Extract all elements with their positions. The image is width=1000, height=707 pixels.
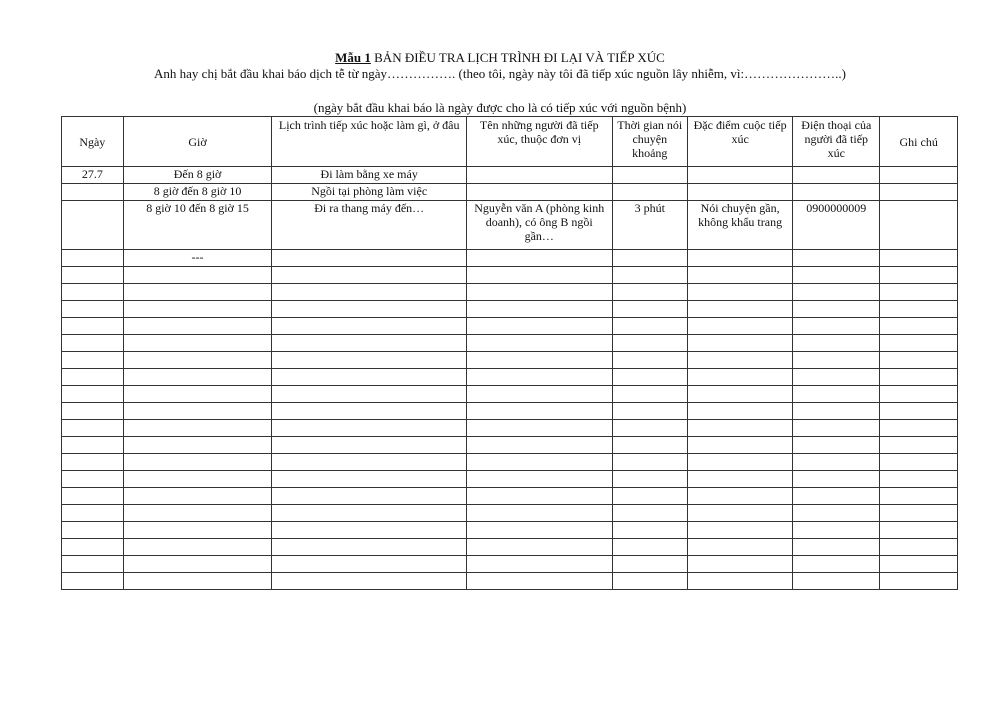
table-row-blank (62, 420, 958, 437)
cell-contact-features[interactable] (688, 250, 793, 267)
cell-contact-names[interactable] (466, 488, 612, 505)
cell-schedule[interactable] (272, 420, 467, 437)
cell-date[interactable] (62, 454, 124, 471)
cell-date[interactable] (62, 250, 124, 267)
cell-schedule[interactable]: Ngồi tại phòng làm việc (272, 184, 467, 201)
cell-notes[interactable] (880, 454, 958, 471)
cell-duration[interactable] (612, 184, 687, 201)
column-header-schedule: Lịch trình tiếp xúc hoặc làm gì, ở đâu (272, 117, 467, 167)
table-row-blank (62, 488, 958, 505)
cell-notes[interactable] (880, 301, 958, 318)
cell-contact-names[interactable] (466, 301, 612, 318)
cell-phone[interactable] (793, 267, 880, 284)
cell-duration[interactable]: 3 phút (612, 201, 687, 250)
cell-contact-names[interactable] (466, 318, 612, 335)
cell-phone[interactable] (793, 505, 880, 522)
cell-contact-features[interactable] (688, 403, 793, 420)
cell-contact-features[interactable] (688, 267, 793, 284)
contact-schedule-table (61, 116, 958, 590)
cell-time[interactable] (123, 352, 272, 369)
cell-notes[interactable] (880, 184, 958, 201)
cell-schedule[interactable] (272, 369, 467, 386)
cell-date[interactable] (62, 335, 124, 352)
table-row-blank (62, 335, 958, 352)
cell-time[interactable] (123, 386, 272, 403)
cell-contact-names[interactable] (466, 556, 612, 573)
cell-time[interactable] (123, 301, 272, 318)
cell-date[interactable] (62, 267, 124, 284)
cell-duration[interactable] (612, 539, 687, 556)
cell-phone[interactable] (793, 301, 880, 318)
cell-date[interactable]: 27.7 (62, 167, 124, 184)
cell-schedule[interactable] (272, 335, 467, 352)
cell-contact-names[interactable] (466, 386, 612, 403)
cell-schedule[interactable] (272, 284, 467, 301)
cell-contact-names[interactable] (466, 573, 612, 590)
cell-schedule[interactable] (272, 488, 467, 505)
cell-duration[interactable] (612, 250, 687, 267)
table-row (62, 250, 958, 267)
cell-notes[interactable] (880, 505, 958, 522)
cell-time[interactable] (123, 369, 272, 386)
cell-date[interactable] (62, 522, 124, 539)
cell-schedule[interactable] (272, 471, 467, 488)
cell-contact-names[interactable] (466, 167, 612, 184)
cell-contact-features[interactable] (688, 301, 793, 318)
cell-duration[interactable] (612, 522, 687, 539)
cell-duration[interactable] (612, 167, 687, 184)
cell-time[interactable] (123, 488, 272, 505)
cell-schedule[interactable] (272, 539, 467, 556)
table-row (62, 184, 958, 201)
table-row-blank (62, 471, 958, 488)
column-header-duration: Thời gian nói chuyện khoảng (612, 117, 687, 167)
cell-contact-names[interactable] (466, 471, 612, 488)
cell-schedule[interactable]: Đi ra thang máy đến… (272, 201, 467, 250)
cell-schedule[interactable] (272, 522, 467, 539)
cell-time[interactable] (123, 573, 272, 590)
cell-time[interactable] (123, 539, 272, 556)
cell-duration[interactable] (612, 386, 687, 403)
cell-phone[interactable] (793, 420, 880, 437)
cell-contact-names[interactable]: Nguyễn văn A (phòng kinh doanh), có ông B ngồi gần… (466, 201, 612, 250)
cell-contact-names[interactable] (466, 335, 612, 352)
cell-date[interactable] (62, 201, 124, 250)
cell-schedule[interactable] (272, 352, 467, 369)
table-row-blank (62, 556, 958, 573)
cell-duration[interactable] (612, 471, 687, 488)
cell-contact-features[interactable] (688, 471, 793, 488)
cell-phone[interactable] (793, 471, 880, 488)
table-row-blank (62, 301, 958, 318)
cell-phone[interactable] (793, 454, 880, 471)
cell-date[interactable] (62, 505, 124, 522)
table-row-blank (62, 267, 958, 284)
cell-contact-features[interactable] (688, 386, 793, 403)
cell-duration[interactable] (612, 352, 687, 369)
cell-contact-features[interactable] (688, 437, 793, 454)
column-header-contact-features: Đặc điểm cuộc tiếp xúc (688, 117, 793, 167)
table-header-row (62, 117, 958, 167)
cell-notes[interactable] (880, 335, 958, 352)
cell-contact-features[interactable] (688, 454, 793, 471)
cell-notes[interactable] (880, 250, 958, 267)
cell-schedule[interactable] (272, 301, 467, 318)
cell-contact-names[interactable] (466, 184, 612, 201)
form-heading: BẢN ĐIỀU TRA LỊCH TRÌNH ĐI LẠI VÀ TIẾP XÚC (374, 50, 665, 65)
cell-contact-features[interactable] (688, 573, 793, 590)
cell-phone[interactable] (793, 488, 880, 505)
cell-contact-features[interactable] (688, 284, 793, 301)
cell-contact-names[interactable] (466, 454, 612, 471)
cell-phone[interactable] (793, 250, 880, 267)
table-row-blank (62, 369, 958, 386)
table-row-blank (62, 437, 958, 454)
cell-schedule[interactable] (272, 556, 467, 573)
cell-phone[interactable] (793, 184, 880, 201)
cell-phone[interactable] (793, 539, 880, 556)
cell-time[interactable] (123, 454, 272, 471)
cell-duration[interactable] (612, 437, 687, 454)
cell-notes[interactable] (880, 488, 958, 505)
cell-notes[interactable] (880, 471, 958, 488)
cell-contact-features[interactable] (688, 556, 793, 573)
table-row (62, 201, 958, 250)
cell-date[interactable] (62, 301, 124, 318)
cell-phone[interactable] (793, 403, 880, 420)
cell-date[interactable] (62, 352, 124, 369)
cell-contact-names[interactable] (466, 267, 612, 284)
cell-notes[interactable] (880, 522, 958, 539)
cell-contact-names[interactable] (466, 284, 612, 301)
cell-schedule[interactable] (272, 250, 467, 267)
cell-time[interactable]: --- (123, 250, 272, 267)
cell-date[interactable] (62, 284, 124, 301)
table-row-blank (62, 454, 958, 471)
cell-phone[interactable] (793, 556, 880, 573)
form-number: Mẫu 1 (335, 50, 371, 65)
cell-contact-features[interactable] (688, 539, 793, 556)
cell-phone[interactable] (793, 573, 880, 590)
cell-date[interactable] (62, 318, 124, 335)
cell-date[interactable] (62, 471, 124, 488)
cell-schedule[interactable]: Đi làm bằng xe máy (272, 167, 467, 184)
cell-notes[interactable] (880, 437, 958, 454)
cell-duration[interactable] (612, 318, 687, 335)
cell-phone[interactable] (793, 284, 880, 301)
cell-notes[interactable] (880, 539, 958, 556)
cell-contact-names[interactable] (466, 505, 612, 522)
cell-schedule[interactable] (272, 505, 467, 522)
cell-time[interactable] (123, 505, 272, 522)
declaration-start-line: Anh hay chị bắt đầu khai báo dịch tễ từ ngày……………. (theo tôi, ngày này tôi đã tiếp xúc nguồn lây nhiễm, vì:…………………..) (154, 66, 846, 81)
cell-notes[interactable] (880, 369, 958, 386)
cell-duration[interactable] (612, 369, 687, 386)
table-row-blank (62, 539, 958, 556)
cell-date[interactable] (62, 556, 124, 573)
declaration-note: (ngày bắt đầu khai báo là ngày được cho là có tiếp xúc với nguồn bệnh) (313, 100, 687, 115)
cell-phone[interactable]: 0900000009 (793, 201, 880, 250)
cell-duration[interactable] (612, 556, 687, 573)
cell-schedule[interactable] (272, 403, 467, 420)
cell-schedule[interactable] (272, 386, 467, 403)
table-row (62, 167, 958, 184)
cell-contact-features[interactable] (688, 505, 793, 522)
cell-date[interactable] (62, 386, 124, 403)
table-row-blank (62, 522, 958, 539)
cell-date[interactable] (62, 420, 124, 437)
cell-duration[interactable] (612, 454, 687, 471)
cell-date[interactable] (62, 184, 124, 201)
cell-time[interactable]: Đến 8 giờ (123, 167, 272, 184)
cell-notes[interactable] (880, 167, 958, 184)
cell-duration[interactable] (612, 505, 687, 522)
cell-time[interactable] (123, 403, 272, 420)
cell-date[interactable] (62, 573, 124, 590)
cell-notes[interactable] (880, 420, 958, 437)
cell-schedule[interactable] (272, 573, 467, 590)
cell-time[interactable] (123, 267, 272, 284)
column-header-phone: Điện thoại của người đã tiếp xúc (793, 117, 880, 167)
cell-contact-names[interactable] (466, 420, 612, 437)
cell-phone[interactable] (793, 437, 880, 454)
cell-contact-names[interactable] (466, 403, 612, 420)
column-header-contact-names: Tên những người đã tiếp xúc, thuộc đơn vị (466, 117, 612, 167)
cell-time[interactable]: 8 giờ 10 đến 8 giờ 15 (123, 201, 272, 250)
cell-contact-features[interactable] (688, 335, 793, 352)
cell-contact-names[interactable] (466, 352, 612, 369)
cell-time[interactable] (123, 284, 272, 301)
cell-contact-features[interactable] (688, 420, 793, 437)
cell-notes[interactable] (880, 267, 958, 284)
cell-schedule[interactable] (272, 318, 467, 335)
cell-time[interactable] (123, 318, 272, 335)
cell-phone[interactable] (793, 167, 880, 184)
cell-schedule[interactable] (272, 437, 467, 454)
cell-duration[interactable] (612, 301, 687, 318)
cell-notes[interactable] (880, 284, 958, 301)
table-row-blank (62, 573, 958, 590)
cell-duration[interactable] (612, 420, 687, 437)
table-row-blank (62, 318, 958, 335)
cell-notes[interactable] (880, 556, 958, 573)
cell-date[interactable] (62, 488, 124, 505)
cell-date[interactable] (62, 369, 124, 386)
cell-contact-names[interactable] (466, 369, 612, 386)
cell-notes[interactable] (880, 352, 958, 369)
cell-date[interactable] (62, 539, 124, 556)
cell-contact-names[interactable] (466, 522, 612, 539)
cell-time[interactable] (123, 335, 272, 352)
cell-phone[interactable] (793, 318, 880, 335)
cell-duration[interactable] (612, 335, 687, 352)
cell-time[interactable] (123, 471, 272, 488)
table-row-blank (62, 386, 958, 403)
cell-time[interactable] (123, 522, 272, 539)
cell-phone[interactable] (793, 369, 880, 386)
cell-duration[interactable] (612, 267, 687, 284)
cell-time[interactable] (123, 556, 272, 573)
table-row-blank (62, 352, 958, 369)
cell-time[interactable]: 8 giờ đến 8 giờ 10 (123, 184, 272, 201)
cell-phone[interactable] (793, 335, 880, 352)
cell-schedule[interactable] (272, 454, 467, 471)
table-row-blank (62, 403, 958, 420)
form-title (0, 50, 1000, 65)
cell-date[interactable] (62, 403, 124, 420)
cell-contact-features[interactable] (688, 167, 793, 184)
cell-phone[interactable] (793, 352, 880, 369)
table-row-blank (62, 284, 958, 301)
cell-notes[interactable] (880, 403, 958, 420)
cell-duration[interactable] (612, 488, 687, 505)
cell-time[interactable] (123, 437, 272, 454)
cell-notes[interactable] (880, 573, 958, 590)
cell-contact-features[interactable] (688, 369, 793, 386)
cell-time[interactable] (123, 420, 272, 437)
cell-notes[interactable] (880, 318, 958, 335)
cell-duration[interactable] (612, 573, 687, 590)
cell-contact-names[interactable] (466, 250, 612, 267)
cell-contact-features[interactable] (688, 318, 793, 335)
table-row-blank (62, 505, 958, 522)
cell-notes[interactable] (880, 201, 958, 250)
cell-duration[interactable] (612, 403, 687, 420)
cell-contact-names[interactable] (466, 539, 612, 556)
column-header-notes: Ghi chú (880, 117, 958, 167)
column-header-date: Ngày (62, 117, 124, 167)
cell-contact-features[interactable] (688, 522, 793, 539)
cell-contact-features[interactable]: Nói chuyện gần, không khẩu trang (688, 201, 793, 250)
cell-contact-features[interactable] (688, 352, 793, 369)
cell-phone[interactable] (793, 522, 880, 539)
cell-notes[interactable] (880, 386, 958, 403)
cell-duration[interactable] (612, 284, 687, 301)
cell-date[interactable] (62, 437, 124, 454)
cell-contact-features[interactable] (688, 488, 793, 505)
cell-contact-features[interactable] (688, 184, 793, 201)
cell-phone[interactable] (793, 386, 880, 403)
cell-contact-names[interactable] (466, 437, 612, 454)
column-header-time: Giờ (123, 117, 272, 167)
cell-schedule[interactable] (272, 267, 467, 284)
